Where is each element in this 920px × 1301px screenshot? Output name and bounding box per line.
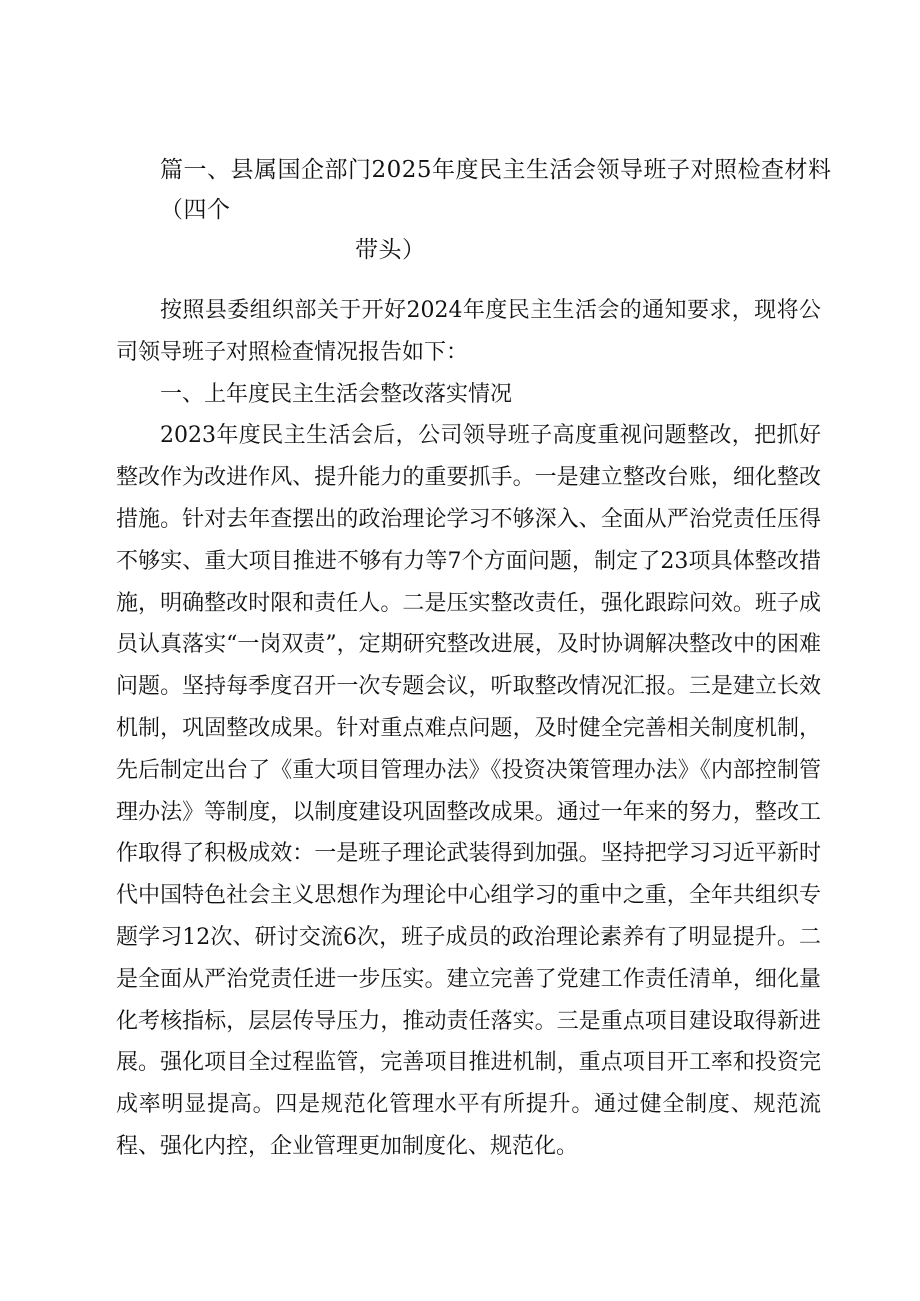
body-paragraph: 2023年度民主生活会后，公司领导班子高度重视问题整改，把抓好整改作为改进作风、提升能力的重要抓手。一是建立整改台账，细化整改措施。针对去年查摆出的政治理论学习不够深入、全面从严治党责任压得不够实、重大项目推进不够有力等7个方面问题，制定了23项具体整改措施，明确整改时限和责任人。二是压实整改责任，强化跟踪问效。班子成员认真落实“一岗双责”，定期研究整改进展，及时协调解决整改中的困难问题。坚持每季度召开一次专题会议，听取整改情况汇报。三是建立长效机制，巩固整改成果。针对重点难点问题，及时健全完善相关制度机制，先后制定出台了《重大项目管理办法》《投资决策管理办法》《内部控制管理办法》等制度，以制度建设巩固整改成果。通过一年来的努力，整改工作取得了积极成效：一是班子理论武装得到加强。坚持把学习习近平新时代中国特色社会主义思想作为理论中心组学习的重中之重，全年共组织专题学习12次、研讨交流6次，班子成员的政治理论素养有了明显提升。二是全面从严治党责任进一步压实。建立完善了党建工作责任清单，细化量化考核指标，层层传导压力，推动责任落实。三是重点项目建设取得新进展。强化项目全过程监管，完善项目推进机制，重点项目开工率和投资完成率明显提高。四是规范化管理水平有所提升。通过健全制度、规范流程、强化内控，企业管理更加制度化、规范化。 [116,423,821,1159]
document-body [116,290,821,1168]
section-heading: 一、上年度民主生活会整改落实情况 [160,381,513,407]
title-line-2: 带头） [355,237,426,263]
title-line-1: 篇一、县属国企部门2025年度民主生活会领导班子对照检查材料（四个 [160,157,832,223]
document-title [160,150,850,270]
intro-paragraph: 按照县委组织部关于开好2024年度民主生活会的通知要求，现将公司领导班子对照检查情况报告如下： [116,298,821,365]
